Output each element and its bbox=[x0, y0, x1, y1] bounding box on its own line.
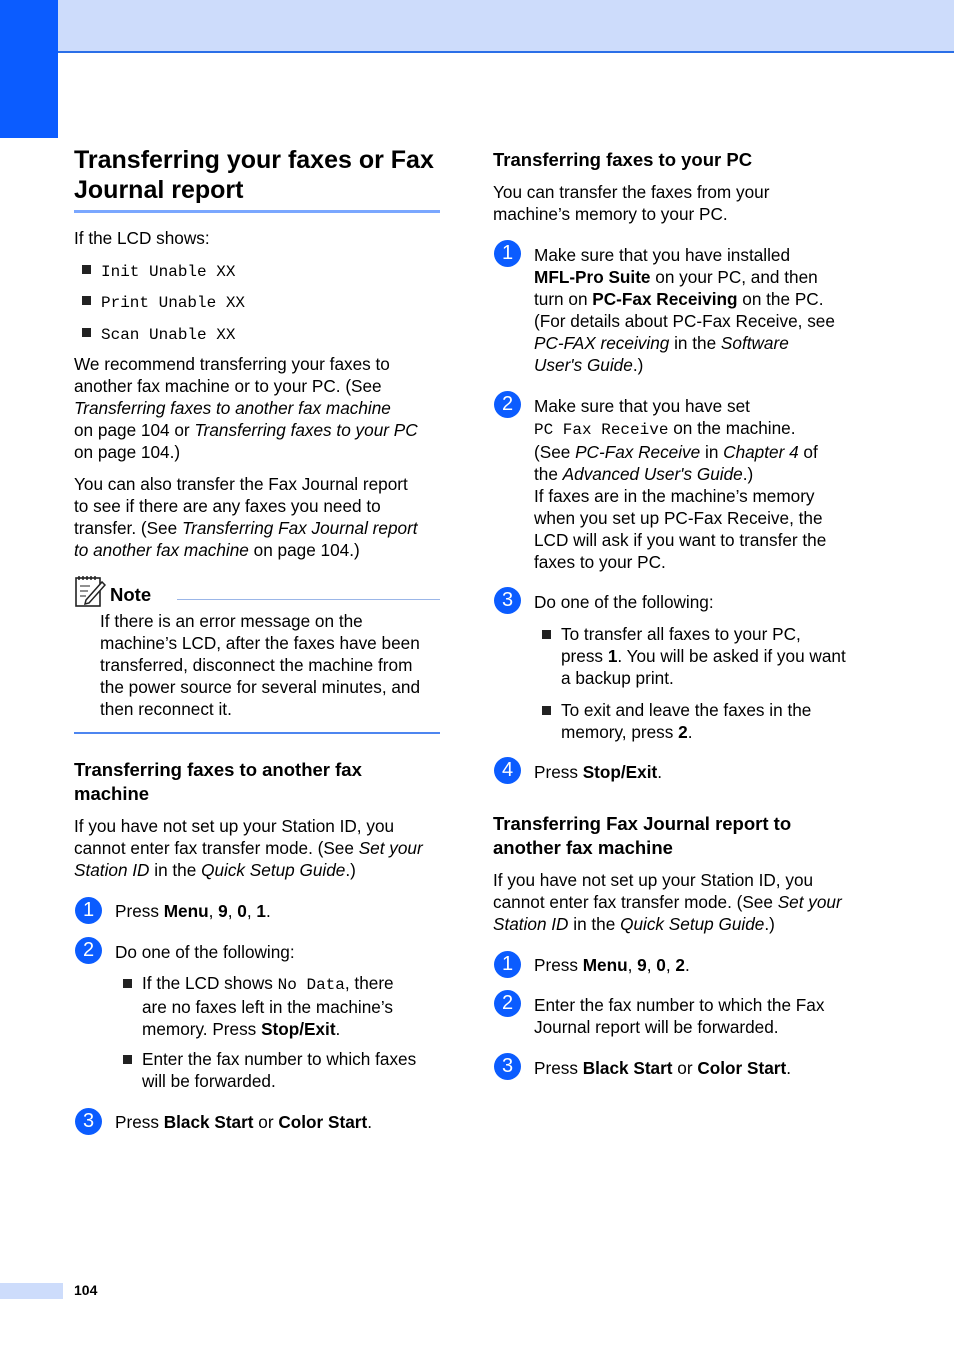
step-text bbox=[115, 900, 271, 922]
step-text bbox=[534, 994, 864, 1038]
bullet-square-icon bbox=[123, 979, 132, 988]
text: . bbox=[687, 722, 693, 742]
lcd-item-text: Print Unable XX bbox=[101, 294, 246, 312]
key-name: 1 bbox=[607, 646, 618, 666]
text-line: We recommend transferring your faxes to bbox=[74, 354, 390, 374]
step-1 bbox=[74, 897, 440, 927]
step-number-badge: 1 bbox=[494, 951, 521, 978]
text: .) bbox=[742, 464, 754, 484]
text: on your PC, and then bbox=[650, 267, 818, 287]
text-line bbox=[561, 645, 861, 667]
text: .) bbox=[764, 914, 775, 934]
text-line bbox=[142, 1018, 442, 1040]
italic-ref: Station ID bbox=[493, 914, 569, 934]
sub-bullet bbox=[142, 972, 442, 1040]
link-to-pc: Transferring faxes to your PC bbox=[194, 420, 418, 440]
journal-paragraph bbox=[74, 473, 444, 561]
step-number-badge: 4 bbox=[494, 757, 521, 784]
text: in the bbox=[669, 333, 721, 353]
step-number-badge: 1 bbox=[494, 240, 521, 267]
text: , bbox=[646, 955, 657, 975]
text-line bbox=[534, 332, 864, 354]
link-journal-cont: to another fax machine bbox=[74, 540, 249, 560]
text-line bbox=[142, 972, 442, 996]
sub-bullet bbox=[142, 1048, 442, 1092]
key-name: Black Start bbox=[582, 1058, 673, 1078]
text: , bbox=[665, 955, 676, 975]
text-line bbox=[534, 288, 864, 310]
text: , there bbox=[344, 973, 394, 993]
bullet-square-icon bbox=[82, 328, 91, 337]
text: on page 104 or bbox=[74, 420, 195, 440]
text: transfer. (See bbox=[74, 518, 182, 538]
text-line: when you set up PC-Fax Receive, the bbox=[534, 508, 823, 528]
step-number-badge: 3 bbox=[75, 1108, 102, 1135]
text-line: If you have not set up your Station ID, you bbox=[493, 870, 814, 890]
text: on the machine. bbox=[668, 418, 796, 438]
italic-ref: Station ID bbox=[74, 860, 150, 880]
sub-bullet bbox=[561, 623, 861, 689]
step-text bbox=[534, 954, 690, 976]
text: . bbox=[335, 1019, 341, 1039]
text: of bbox=[798, 442, 818, 462]
lcd-item bbox=[82, 260, 235, 283]
step-text: Do one of the following: bbox=[115, 942, 295, 962]
text-line: LCD will ask if you want to transfer the bbox=[534, 530, 827, 550]
key-name: 2 bbox=[675, 955, 685, 975]
text-line: You can transfer the faxes from your bbox=[493, 182, 770, 202]
text: Press bbox=[115, 901, 164, 921]
text: in bbox=[700, 442, 724, 462]
italic-ref: User's Guide bbox=[534, 355, 633, 375]
text: . You will be asked if you want bbox=[617, 646, 846, 666]
key-name: 2 bbox=[678, 722, 688, 742]
key-name: 0 bbox=[656, 955, 666, 975]
key-name: 1 bbox=[256, 901, 266, 921]
to-pc-heading: Transferring faxes to your PC bbox=[493, 149, 753, 170]
text-line: to see if there are any faxes you need to bbox=[74, 496, 381, 516]
text-line: will be forwarded. bbox=[142, 1071, 276, 1091]
to-pc-intro bbox=[493, 181, 863, 225]
bullet-square-icon bbox=[82, 265, 91, 274]
text: (See bbox=[534, 442, 576, 462]
text: memory. Press bbox=[142, 1019, 262, 1039]
section-title-line-1: Transferring your faxes or Fax bbox=[74, 146, 434, 174]
step-2 bbox=[493, 391, 863, 581]
step-number-badge: 2 bbox=[494, 990, 521, 1017]
link-journal: Transferring Fax Journal report bbox=[181, 518, 418, 538]
text: , bbox=[627, 955, 638, 975]
step-1 bbox=[493, 240, 863, 380]
step-number-badge: 1 bbox=[75, 897, 102, 924]
text-line: faxes to your PC. bbox=[534, 552, 666, 572]
text: cannot enter fax transfer mode. (See bbox=[493, 892, 778, 912]
key-name: Menu bbox=[163, 901, 209, 921]
step-text bbox=[534, 244, 864, 376]
text-line: machine’s LCD, after the faxes have been bbox=[100, 633, 420, 653]
recommend-paragraph bbox=[74, 353, 444, 463]
section-title bbox=[74, 145, 434, 205]
step-number-badge: 2 bbox=[75, 937, 102, 964]
text: . bbox=[265, 901, 271, 921]
italic-ref: Set your bbox=[358, 838, 423, 858]
text-line: machine’s memory to your PC. bbox=[493, 204, 728, 224]
text: , bbox=[246, 901, 257, 921]
text-line: are no faxes left in the machine’s bbox=[142, 997, 393, 1017]
text: Press bbox=[534, 1058, 583, 1078]
text-line: the power source for several minutes, and bbox=[100, 677, 421, 697]
text-line: You can also transfer the Fax Journal report bbox=[74, 474, 408, 494]
journal-transfer-heading bbox=[493, 812, 791, 860]
heading-line: another fax machine bbox=[493, 837, 673, 858]
text: or bbox=[672, 1058, 698, 1078]
link-another-fax: Transferring faxes to another fax machine bbox=[74, 398, 391, 418]
step-text bbox=[534, 1057, 791, 1079]
italic-ref: Quick Setup Guide bbox=[201, 860, 346, 880]
text: the bbox=[534, 464, 563, 484]
chapter-tab bbox=[0, 0, 58, 138]
text: Press bbox=[534, 955, 583, 975]
text-line: transferred, disconnect the machine from bbox=[100, 655, 413, 675]
key-name: Color Start bbox=[697, 1058, 787, 1078]
heading-line: machine bbox=[74, 783, 150, 804]
text-line: To transfer all faxes to your PC, bbox=[561, 624, 801, 644]
another-fax-intro bbox=[74, 815, 444, 881]
text: Press bbox=[115, 1112, 164, 1132]
text-line: Enter the fax number to which faxes bbox=[142, 1049, 417, 1069]
journal-transfer-intro bbox=[493, 869, 863, 935]
bullet-square-icon bbox=[82, 296, 91, 305]
text-line bbox=[74, 419, 444, 441]
step-text: Do one of the following: bbox=[534, 592, 714, 612]
italic-ref: PC-FAX receiving bbox=[534, 333, 670, 353]
text: turn on bbox=[534, 289, 593, 309]
text: . bbox=[657, 762, 662, 782]
lcd-intro: If the LCD shows: bbox=[74, 228, 210, 248]
step-2 bbox=[493, 990, 863, 1040]
lcd-item-text: Init Unable XX bbox=[101, 263, 236, 281]
text-line bbox=[74, 837, 444, 859]
text-line bbox=[534, 463, 864, 485]
step-number-badge: 3 bbox=[494, 587, 521, 614]
text: in the bbox=[149, 860, 202, 880]
text-line: If there is an error message on the bbox=[100, 611, 363, 631]
step-text bbox=[534, 395, 864, 573]
text: , bbox=[208, 901, 219, 921]
heading-line: Transferring faxes to another fax bbox=[74, 759, 362, 780]
note-top-rule bbox=[177, 599, 440, 600]
note-label: Note bbox=[110, 584, 152, 605]
text-line bbox=[74, 539, 444, 561]
key-name: 9 bbox=[637, 955, 647, 975]
text-line bbox=[74, 859, 444, 881]
lcd-text: PC Fax Receive bbox=[534, 421, 669, 439]
text: If the LCD shows bbox=[142, 973, 278, 993]
note-body bbox=[100, 610, 445, 720]
another-fax-heading bbox=[74, 758, 362, 806]
lcd-item-text: Scan Unable XX bbox=[101, 326, 236, 344]
text: . bbox=[367, 1112, 372, 1132]
key-name: 9 bbox=[218, 901, 228, 921]
header-band bbox=[0, 0, 954, 53]
text-line bbox=[74, 517, 444, 539]
text: Press bbox=[534, 762, 583, 782]
text-line bbox=[534, 441, 864, 463]
step-text bbox=[534, 761, 662, 783]
heading-line: Transferring Fax Journal report to bbox=[493, 813, 792, 834]
text-line: (For details about PC-Fax Receive, see bbox=[534, 311, 835, 331]
text-line: Enter the fax number to which the Fax bbox=[534, 995, 825, 1015]
italic-ref: Quick Setup Guide bbox=[620, 914, 765, 934]
text-line: Journal report will be forwarded. bbox=[534, 1017, 779, 1037]
text-line: on page 104.) bbox=[74, 442, 181, 462]
step-number-badge: 2 bbox=[494, 391, 521, 418]
step-text bbox=[115, 1111, 372, 1133]
step-3 bbox=[74, 1108, 440, 1138]
key-name: Color Start bbox=[278, 1112, 368, 1132]
text: on the PC. bbox=[737, 289, 824, 309]
step-4 bbox=[493, 757, 859, 787]
step-3 bbox=[493, 1053, 859, 1083]
key-name: Black Start bbox=[163, 1112, 254, 1132]
section-title-rule bbox=[74, 210, 440, 213]
step-number-badge: 3 bbox=[494, 1053, 521, 1080]
italic-ref: PC-Fax Receive bbox=[575, 442, 701, 462]
note-pencil-icon bbox=[74, 574, 106, 608]
sub-bullet bbox=[561, 699, 861, 743]
text-line: then reconnect it. bbox=[100, 699, 232, 719]
step-1 bbox=[493, 951, 859, 981]
text-line bbox=[534, 266, 864, 288]
text-line bbox=[74, 397, 444, 419]
text: press bbox=[561, 646, 608, 666]
software-name: PC-Fax Receiving bbox=[592, 289, 738, 309]
key-name: Stop/Exit bbox=[582, 762, 658, 782]
text: . bbox=[786, 1058, 791, 1078]
text-line bbox=[534, 354, 864, 376]
lcd-item bbox=[82, 291, 245, 314]
lcd-item bbox=[82, 323, 235, 346]
text-line: If faxes are in the machine’s memory bbox=[534, 486, 815, 506]
key-name: 0 bbox=[237, 901, 247, 921]
key-name: Menu bbox=[582, 955, 628, 975]
text-line: To exit and leave the faxes in the bbox=[561, 700, 812, 720]
bullet-square-icon bbox=[542, 706, 551, 715]
lcd-text: No Data bbox=[277, 976, 345, 994]
text-line bbox=[493, 913, 863, 935]
text-line: another fax machine or to your PC. (See bbox=[74, 376, 382, 396]
italic-ref: Software bbox=[720, 333, 789, 353]
bullet-square-icon bbox=[123, 1055, 132, 1064]
text-line: Make sure that you have set bbox=[534, 396, 750, 416]
text-line bbox=[561, 721, 861, 743]
text: . bbox=[684, 955, 690, 975]
italic-ref: Chapter 4 bbox=[723, 442, 799, 462]
software-name: MFL-Pro Suite bbox=[534, 267, 651, 287]
text-line: If you have not set up your Station ID, you bbox=[74, 816, 395, 836]
step-2 bbox=[74, 937, 440, 967]
section-title-line-2: Journal report bbox=[74, 176, 244, 204]
bullet-square-icon bbox=[542, 630, 551, 639]
text-line: Make sure that you have installed bbox=[534, 245, 791, 265]
italic-ref: Advanced User's Guide bbox=[562, 464, 743, 484]
text: memory, press bbox=[561, 722, 679, 742]
text: , bbox=[227, 901, 238, 921]
text-line: a backup print. bbox=[561, 668, 674, 688]
note-bottom-rule bbox=[74, 732, 440, 734]
key-name: Stop/Exit bbox=[261, 1019, 336, 1039]
text: .) bbox=[632, 355, 644, 375]
step-3 bbox=[493, 587, 859, 617]
page-number: 104 bbox=[74, 1282, 98, 1298]
page-number-band bbox=[0, 1283, 63, 1299]
italic-ref: Set your bbox=[777, 892, 842, 912]
text: cannot enter fax transfer mode. (See bbox=[74, 838, 359, 858]
text: on page 104.) bbox=[248, 540, 360, 560]
text: .) bbox=[345, 860, 356, 880]
text: or bbox=[253, 1112, 279, 1132]
text-line bbox=[534, 417, 864, 441]
text-line bbox=[493, 891, 863, 913]
text: in the bbox=[568, 914, 621, 934]
